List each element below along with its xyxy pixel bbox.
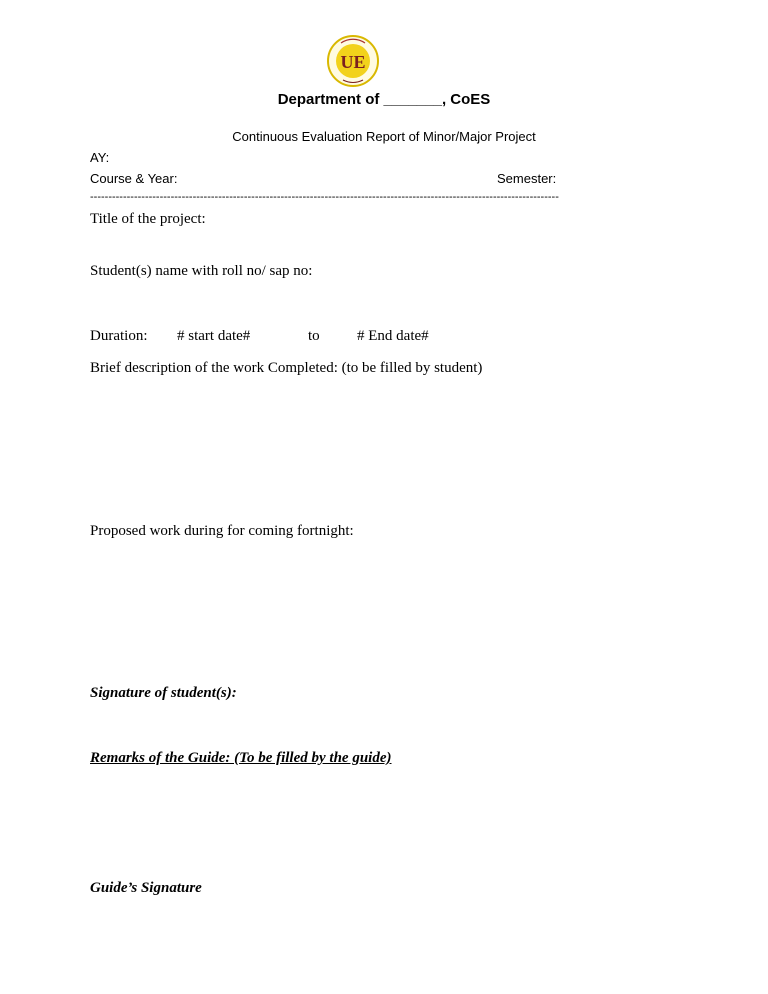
ay-label: AY:	[90, 150, 110, 165]
semester-label: Semester:	[497, 171, 557, 186]
proposed-work-label: Proposed work during for coming fortnight:	[90, 523, 354, 539]
brief-description-label: Brief description of the work Completed: (to be filled by student)	[90, 360, 483, 376]
duration-label: Duration:	[90, 328, 148, 344]
project-title-label: Title of the project:	[90, 211, 206, 227]
end-date-placeholder: # End date#	[357, 328, 429, 344]
guide-signature-label: Guide’s Signature	[90, 880, 202, 896]
start-date-placeholder: # start date#	[177, 328, 251, 344]
university-logo	[323, 33, 383, 91]
dashed-divider: --------------------------------------------------------------------------------------------------------------------------------	[90, 191, 559, 203]
students-name-label: Student(s) name with roll no/ sap no:	[90, 263, 313, 279]
report-subtitle: Continuous Evaluation Report of Minor/Major Project	[232, 129, 536, 144]
course-year-label: Course & Year:	[90, 171, 178, 186]
student-signature-label: Signature of student(s):	[90, 685, 237, 701]
guide-remarks-label: Remarks of the Guide: (To be filled by the guide)	[90, 750, 392, 766]
duration-to-label: to	[308, 328, 320, 344]
department-title: Department of _______, CoES	[277, 91, 491, 108]
logo-text: UE	[340, 52, 366, 72]
